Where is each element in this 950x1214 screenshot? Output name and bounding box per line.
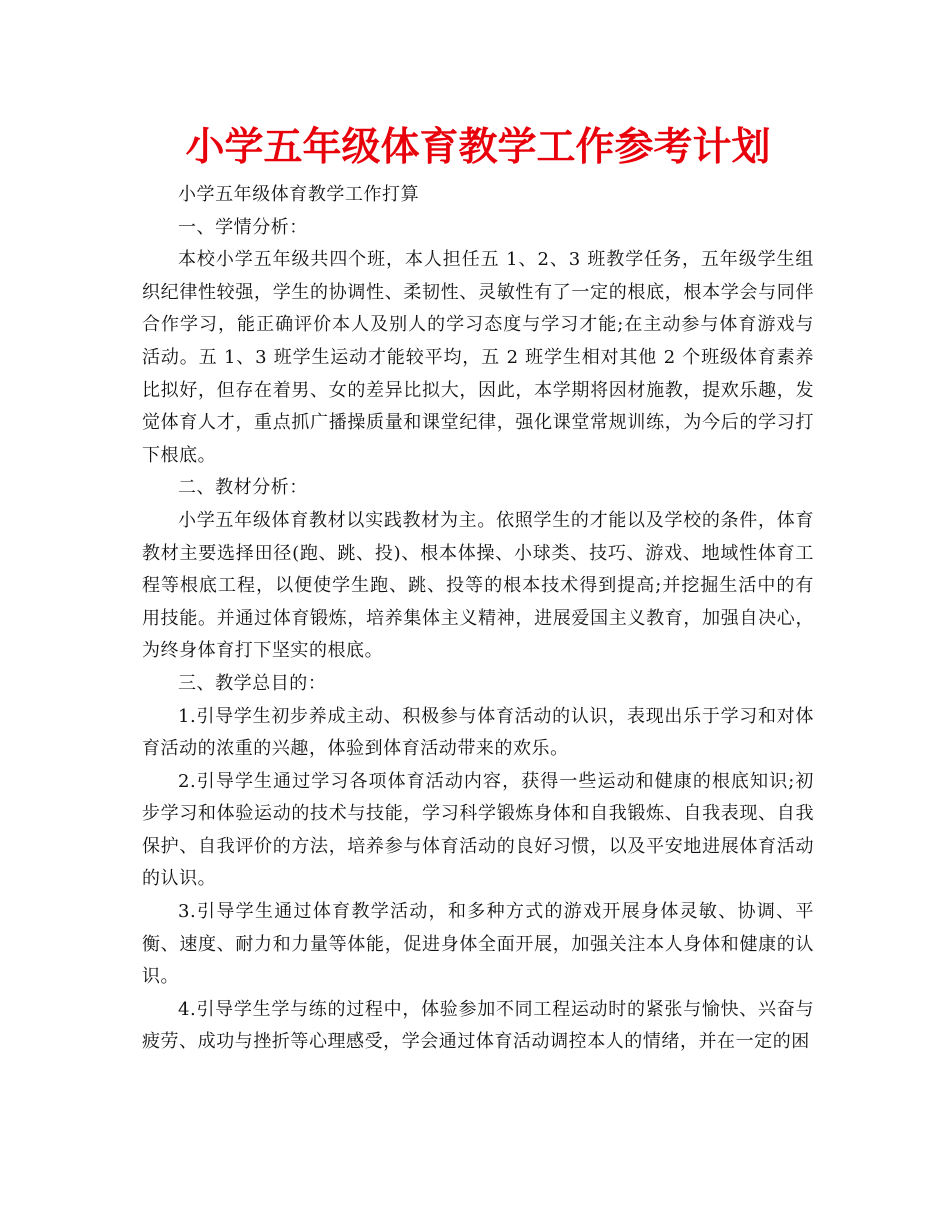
- document-body: [142, 179, 814, 1059]
- body-paragraph: 本校小学五年级共四个班，本人担任五 1、2、3 班教学任务，五年级学生组织纪律性较强，学生的协调性、柔韧性、灵敏性有了一定的根底，根本学会与同伴合作学习，能正确评价本人及别人的学习态度与学习才能;在主动参与体育游戏与活动。五 1、3 班学生运动才能较平均，五 2 班学生相对其他 2 个班级体育素养比拟好，但存在着男、女的差异比拟大，因此，本学期将因材施教，提欢乐趣，发觉体育人才，重点抓广播操质量和课堂纪律，强化课堂常规训练，为今后的学习打下根底。: [142, 249, 814, 466]
- list-item-paragraph: 4.引导学生学与练的过程中，体验参加不同工程运动时的紧张与愉快、兴奋与疲劳、成功与挫折等心理感受，学会通过体育活动调控本人的情绪，并在一定的困: [142, 998, 814, 1053]
- document-page: [142, 120, 814, 1059]
- body-paragraph: 小学五年级体育教材以实践教材为主。依照学生的才能以及学校的条件，体育教材主要选择田径(跑、跳、投)、根本体操、小球类、技巧、游戏、地域性体育工程等根底工程，以便使学生跑、跳、投等的根本技术得到提高;并挖掘生活中的有用技能。并通过体育锻炼，培养集体主义精神，进展爱国主义教育，加强自决心，为终身体育打下坚实的根底。: [142, 509, 814, 662]
- list-item-paragraph: 2.引导学生通过学习各项体育活动内容，获得一些运动和健康的根底知识;初步学习和体验运动的技术与技能，学习科学锻炼身体和自我锻炼、自我表现、自我保护、自我评价的方法，培养参与体育活动的良好习惯，以及平安地进展体育活动的认识。: [142, 770, 814, 890]
- subtitle-paragraph: 小学五年级体育教学工作打算: [178, 184, 420, 205]
- section-heading-student-analysis: 一、学情分析：: [178, 216, 308, 238]
- section-heading-teaching-goals: 三、教学总目的：: [178, 672, 327, 694]
- section-heading-material-analysis: 二、教材分析：: [178, 477, 308, 499]
- document-title: 小学五年级体育教学工作参考计划: [185, 125, 771, 170]
- list-item-paragraph: 1.引导学生初步养成主动、积极参与体育活动的认识，表现出乐于学习和对体育活动的浓重的兴趣，体验到体育活动带来的欢乐。: [142, 705, 814, 760]
- list-item-paragraph: 3.引导学生通过体育教学活动，和多种方式的游戏开展身体灵敏、协调、平衡、速度、耐力和力量等体能，促进身体全面开展，加强关注本人身体和健康的认识。: [142, 901, 814, 988]
